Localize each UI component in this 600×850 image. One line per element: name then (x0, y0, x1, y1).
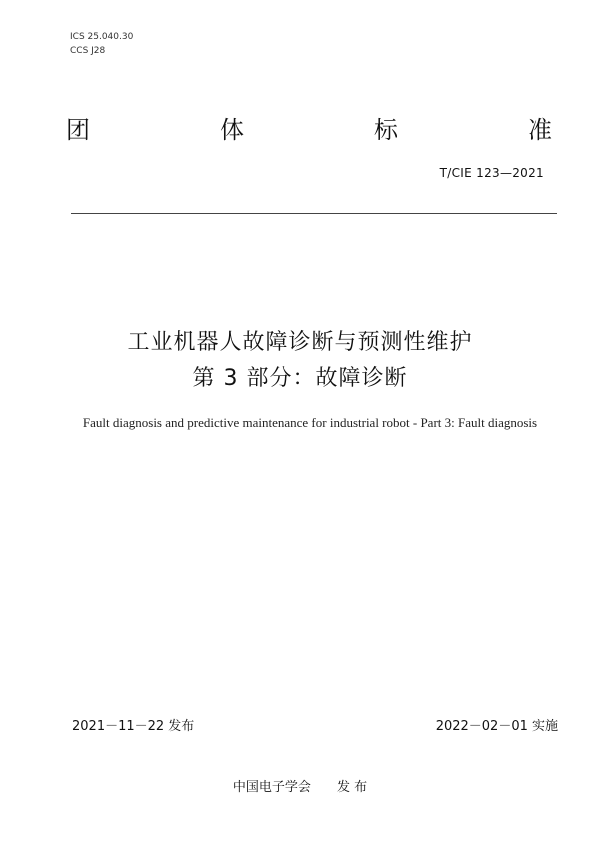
document-type (66, 113, 552, 147)
doc-type-char: 标 (374, 116, 398, 144)
implementation-date: 2022－02－01 实施 (435, 719, 558, 734)
standard-number: T/CIE 123—2021 (439, 166, 544, 180)
title-zh-line1: 工业机器人故障诊断与预测性维护 (127, 330, 473, 355)
header-divider (71, 213, 557, 214)
ccs-code: CCS J28 (70, 46, 106, 56)
publish-date: 2021－11－22 发布 (72, 719, 195, 734)
title-en: Fault diagnosis and predictive maintenance for industrial robot - Part 3: Fault diagnosis (82, 415, 538, 430)
issuer (0, 776, 600, 795)
title-zh-line2: 第 3 部分：故障诊断 (192, 366, 408, 391)
issuer-action: 发 布 (336, 780, 368, 795)
doc-type-char: 团 (66, 116, 90, 144)
issuer-name: 中国电子学会 (232, 780, 311, 795)
ics-code: ICS 25.040.30 (70, 32, 134, 42)
doc-type-char: 体 (220, 116, 244, 144)
doc-type-char: 准 (528, 116, 552, 144)
classification-codes (70, 30, 133, 58)
